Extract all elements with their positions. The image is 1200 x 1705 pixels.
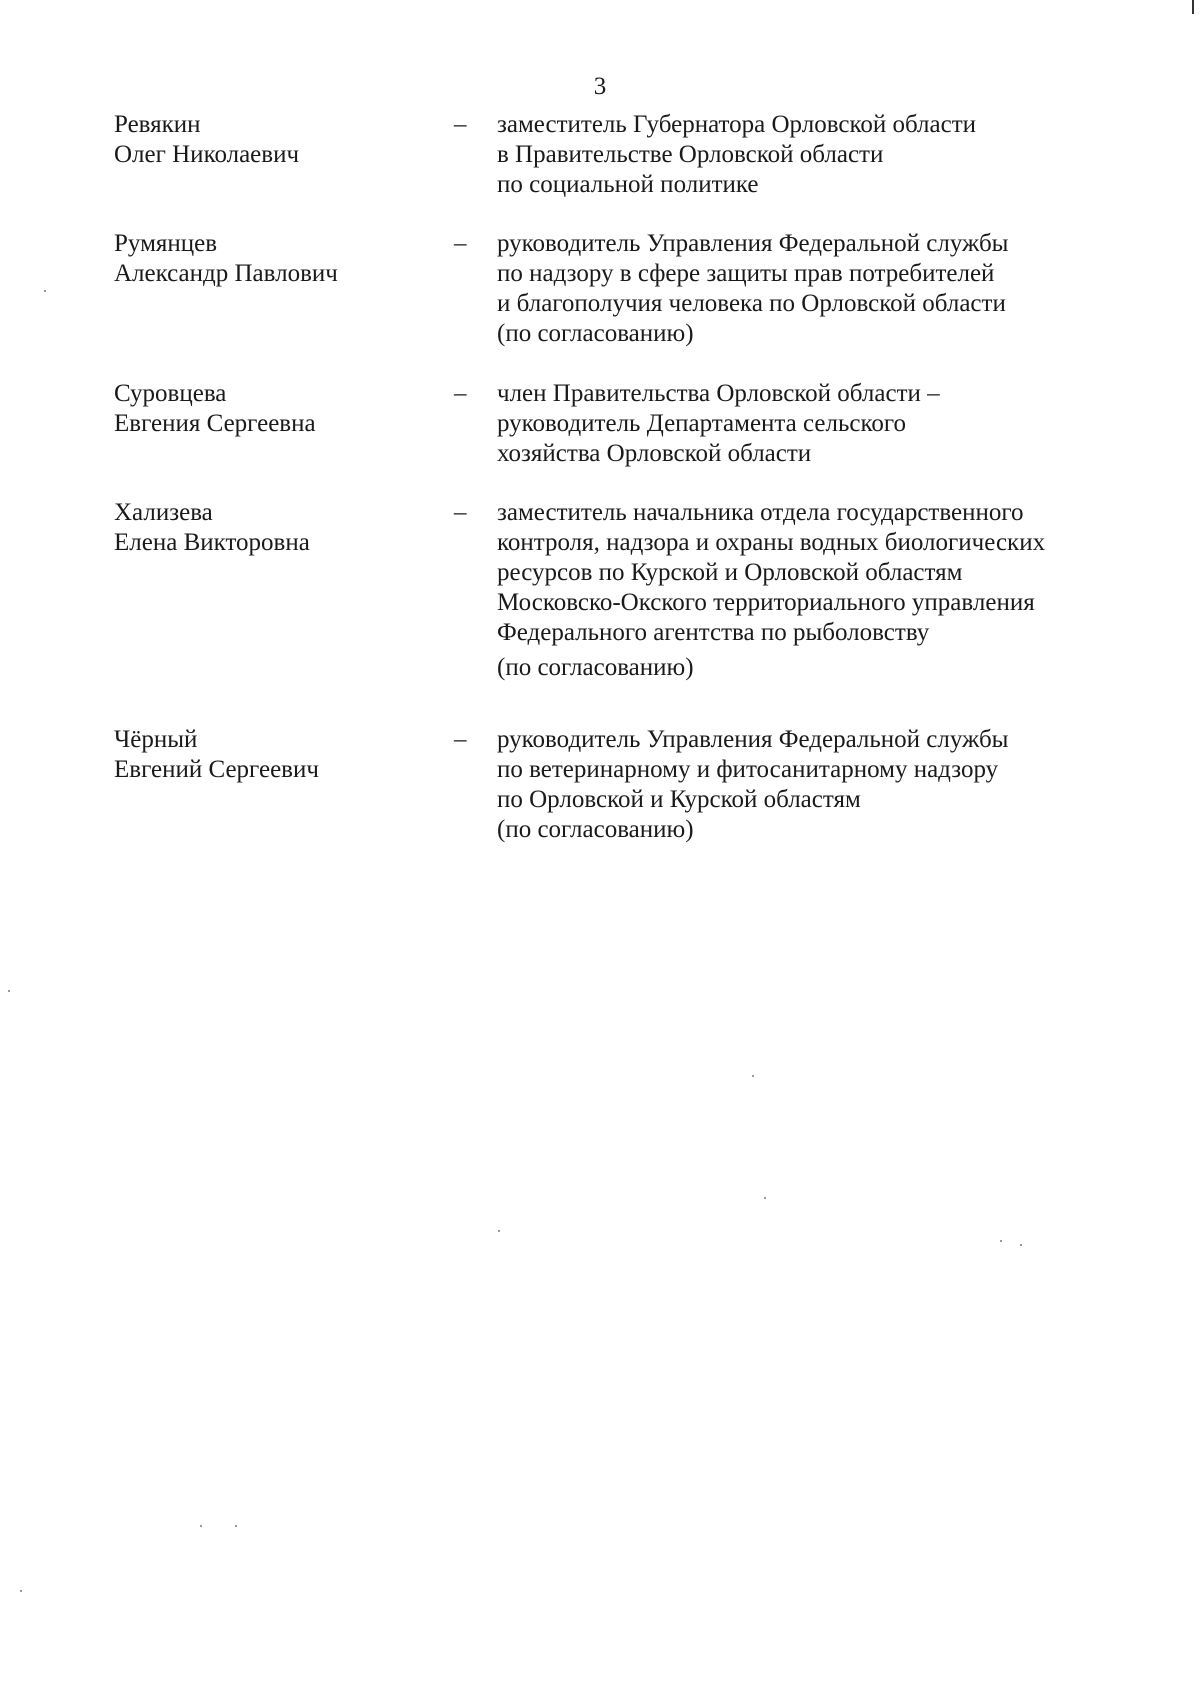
position-line: в Правительстве Орловской области <box>497 141 884 168</box>
position-line: член Правительства Орловской области – <box>497 380 940 407</box>
member-dash: – <box>454 230 467 257</box>
member-given-names: Александр Павлович <box>114 260 338 287</box>
member-surname: Румянцев <box>114 230 218 257</box>
position-line: Московско-Окского территориального управления <box>497 589 1035 616</box>
position-line: по Орловской и Курской областям <box>497 786 861 813</box>
member-name <box>114 110 444 170</box>
position-line: (по согласованию) <box>497 320 694 347</box>
position-line: руководитель Департамента сельского <box>497 410 906 437</box>
position-line: по надзору в сфере защиты прав потребителей <box>497 260 995 287</box>
member-surname: Суровцева <box>114 380 227 407</box>
position-line: заместитель Губернатора Орловской области <box>497 111 977 138</box>
scan-speck <box>44 290 46 292</box>
member-given-names: Олег Николаевич <box>114 141 300 168</box>
member-position <box>497 725 1157 845</box>
member-surname: Ревякин <box>114 111 201 138</box>
member-position <box>497 379 1157 469</box>
position-line: (по согласованию) <box>497 816 694 843</box>
member-given-names: Евгений Сергеевич <box>114 756 319 783</box>
scan-speck <box>200 1525 202 1527</box>
member-given-names: Елена Викторовна <box>114 529 310 556</box>
scan-speck <box>8 990 10 992</box>
position-line: руководитель Управления Федеральной службы <box>497 230 1009 257</box>
position-line: заместитель начальника отдела государственного <box>497 499 1024 526</box>
position-line: (по согласованию) <box>497 654 694 681</box>
scan-speck <box>1020 1244 1022 1246</box>
scan-edge-mark <box>1192 0 1194 14</box>
member-dash: – <box>454 111 467 138</box>
member-dash: – <box>454 726 467 753</box>
member-name <box>114 498 444 558</box>
position-line: и благополучия человека по Орловской области <box>497 290 1006 317</box>
position-line: руководитель Управления Федеральной службы <box>497 726 1009 753</box>
member-name <box>114 229 444 289</box>
scan-speck <box>1000 1240 1002 1242</box>
member-position <box>497 229 1157 349</box>
position-line: хозяйства Орловской области <box>497 440 812 467</box>
member-position <box>497 498 1157 683</box>
scan-speck <box>498 1230 500 1232</box>
scan-speck <box>764 1197 766 1199</box>
member-name <box>114 725 444 785</box>
member-name <box>114 379 444 439</box>
position-line: ресурсов по Курской и Орловской областям <box>497 559 963 586</box>
position-line: по социальной политике <box>497 171 759 198</box>
scan-speck <box>235 1525 237 1527</box>
member-surname: Хализева <box>114 499 213 526</box>
member-given-names: Евгения Сергеевна <box>114 410 316 437</box>
position-line: по ветеринарному и фитосанитарному надзору <box>497 756 999 783</box>
member-dash: – <box>454 499 467 526</box>
position-line: контроля, надзора и охраны водных биологических <box>497 529 1046 556</box>
position-line: Федерального агентства по рыболовству <box>497 619 930 646</box>
member-surname: Чёрный <box>114 726 198 753</box>
member-position <box>497 110 1157 200</box>
page-number: 3 <box>593 73 607 100</box>
member-dash: – <box>454 380 467 407</box>
scan-speck <box>752 1075 754 1077</box>
scan-speck <box>20 1590 22 1592</box>
